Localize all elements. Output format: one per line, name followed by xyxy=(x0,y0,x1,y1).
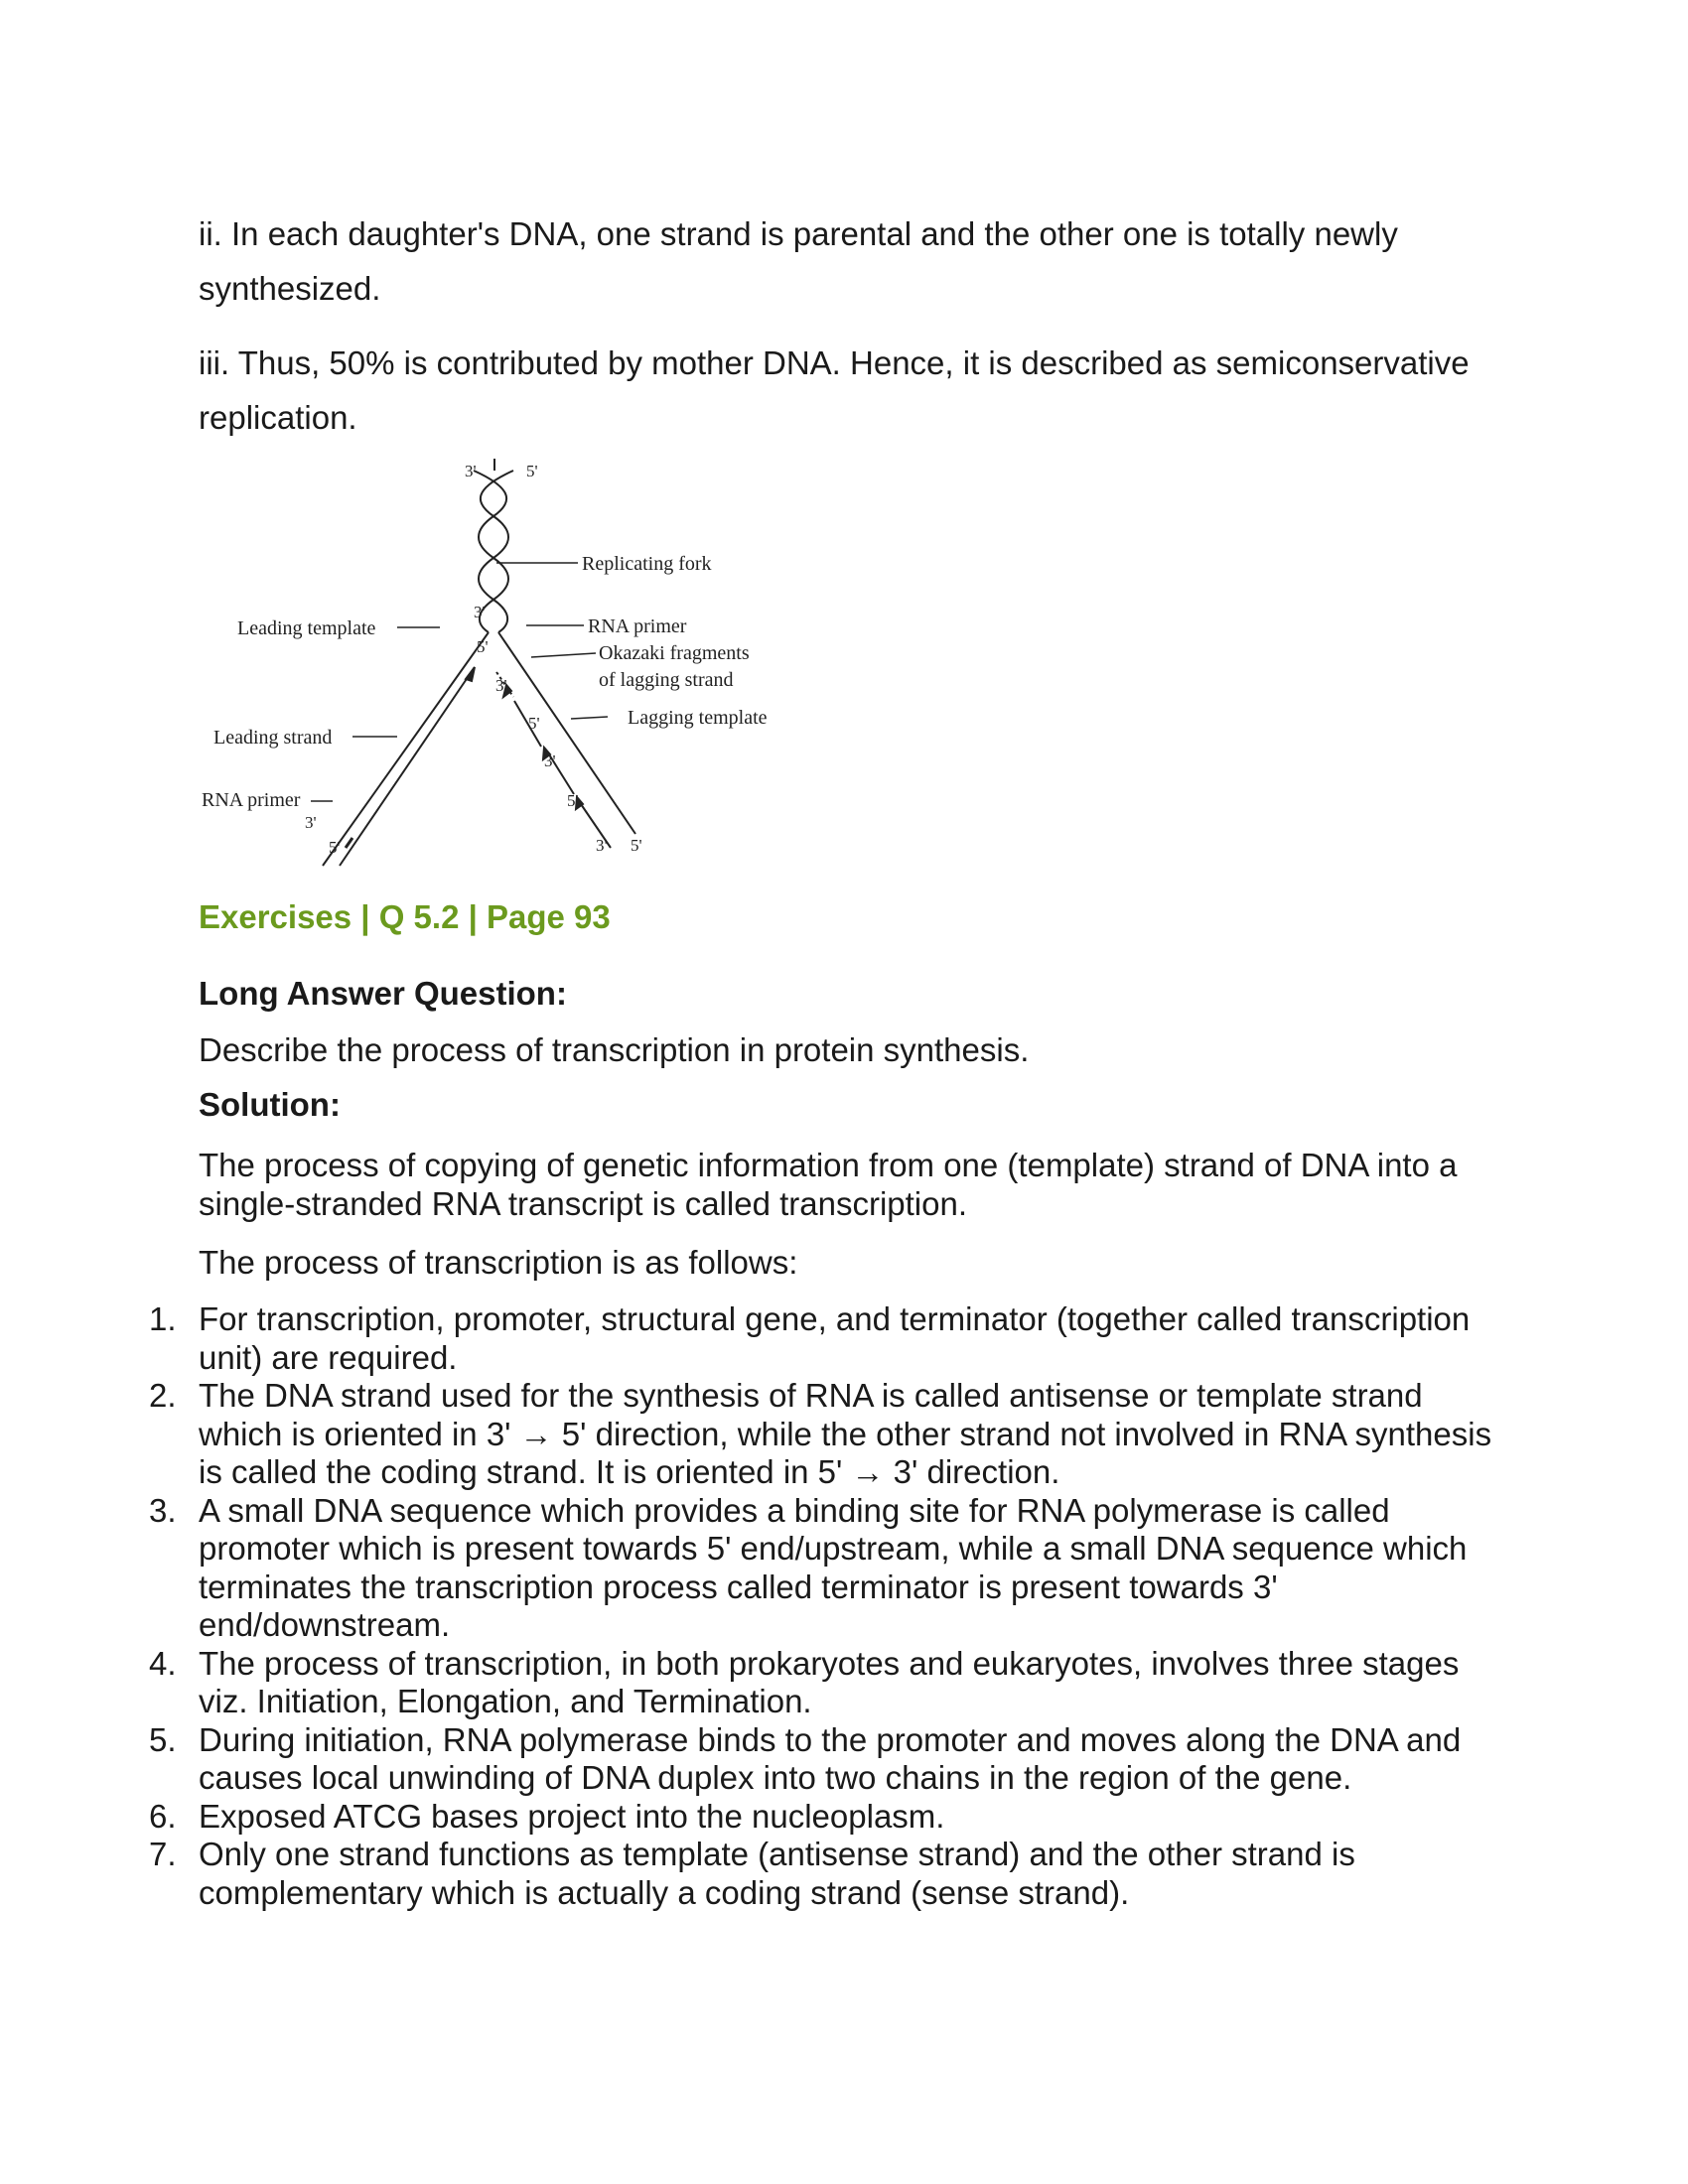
label-rna-primer-right: RNA primer xyxy=(588,615,687,637)
step-text: A small DNA sequence which provides a binding site for RNA polymerase is called promoter which is present towards 5' end/upstream, while a small DNA sequence which terminates the transcription process called terminator is present towards 3' end/downstream. xyxy=(199,1491,1468,1643)
list-item xyxy=(0,1377,1509,1492)
step-text: The process of transcription, in both prokaryotes and eukaryotes, involves three stages viz. Initiation, Elongation, and Termination. xyxy=(199,1644,1460,1719)
label-okazaki-line2: of lagging strand xyxy=(599,669,734,691)
end-frag2-5: 5' xyxy=(528,714,540,733)
solution-label: Solution: xyxy=(199,1086,341,1123)
leading-strand xyxy=(340,667,475,866)
question-text: Describe the process of transcription in protein synthesis. xyxy=(199,1031,1030,1068)
end-frag1-3: 3' xyxy=(495,676,507,695)
question-label: Long Answer Question: xyxy=(199,975,567,1012)
solution-intro: The process of copying of genetic information from one (template) strand of DNA into a single-stranded RNA transcript is called transcription. xyxy=(199,1147,1458,1222)
end-bottom-right-5: 5' xyxy=(631,836,642,855)
list-item xyxy=(0,1645,1509,1721)
list-item xyxy=(0,1300,1509,1377)
list-item xyxy=(0,1721,1509,1798)
step-number: 7. xyxy=(149,1836,177,1872)
step-number: 6. xyxy=(149,1797,177,1835)
label-leader-lines xyxy=(311,563,608,801)
end-top-right: 5' xyxy=(526,462,538,480)
dna-replication-fork-diagram xyxy=(194,459,829,876)
step-number: 4. xyxy=(149,1644,177,1682)
label-okazaki-line1: Okazaki fragments xyxy=(599,642,750,664)
step-number: 5. xyxy=(149,1720,177,1758)
end-top-left: 3' xyxy=(465,462,477,480)
step-text: During initiation, RNA polymerase binds to the promoter and moves along the DNA and causes local unwinding of DNA duplex into two chains in the region of the gene. xyxy=(199,1720,1462,1796)
exercise-heading: Exercises | Q 5.2 | Page 93 xyxy=(199,898,611,935)
label-rna-primer-left: RNA primer xyxy=(202,789,301,811)
step-number: 2. xyxy=(149,1377,177,1414)
transcription-steps-list xyxy=(0,1300,1549,1912)
list-item xyxy=(0,1798,1509,1837)
step-number: 3. xyxy=(149,1491,177,1529)
intro-point-ii: ii. In each daughter's DNA, one strand is parental and the other one is totally newly synthesized. xyxy=(199,215,1398,307)
intro-point-iii: iii. Thus, 50% is contributed by mother DNA. Hence, it is described as semiconservative replication. xyxy=(199,344,1470,436)
step-text: Only one strand functions as template (antisense strand) and the other strand is complementary which is actually a coding strand (sense strand). xyxy=(199,1836,1355,1911)
end-bottom-left-3: 3' xyxy=(305,813,317,832)
list-item xyxy=(0,1836,1509,1912)
label-lagging-template: Lagging template xyxy=(628,707,768,729)
end-frag1-5: 5' xyxy=(477,637,489,656)
end-fork: 3' xyxy=(474,603,486,621)
label-replicating-fork: Replicating fork xyxy=(582,553,712,575)
step-number: 1. xyxy=(149,1300,177,1337)
end-bottom-left-5: 5' xyxy=(329,838,341,857)
template-strands xyxy=(323,632,635,866)
step-text: The DNA strand used for the synthesis of RNA is called antisense or template strand which is oriented in 3' → 5' direction, while the other strand not involved in RNA synthesis is called the coding strand. It is oriented in 5' → 3' direction. xyxy=(199,1377,1492,1490)
end-bottom-right-3: 3' xyxy=(596,836,608,855)
label-leading-strand: Leading strand xyxy=(213,727,333,749)
list-item xyxy=(0,1492,1509,1645)
label-leading-template: Leading template xyxy=(237,617,376,639)
end-frag3-5: 5' xyxy=(567,791,579,810)
solution-lead: The process of transcription is as follows: xyxy=(199,1244,798,1281)
step-text: Exposed ATCG bases project into the nucleoplasm. xyxy=(199,1797,945,1835)
step-text: For transcription, promoter, structural gene, and terminator (together called transcription unit) are required. xyxy=(199,1300,1471,1376)
end-frag2-3: 3' xyxy=(544,751,556,770)
